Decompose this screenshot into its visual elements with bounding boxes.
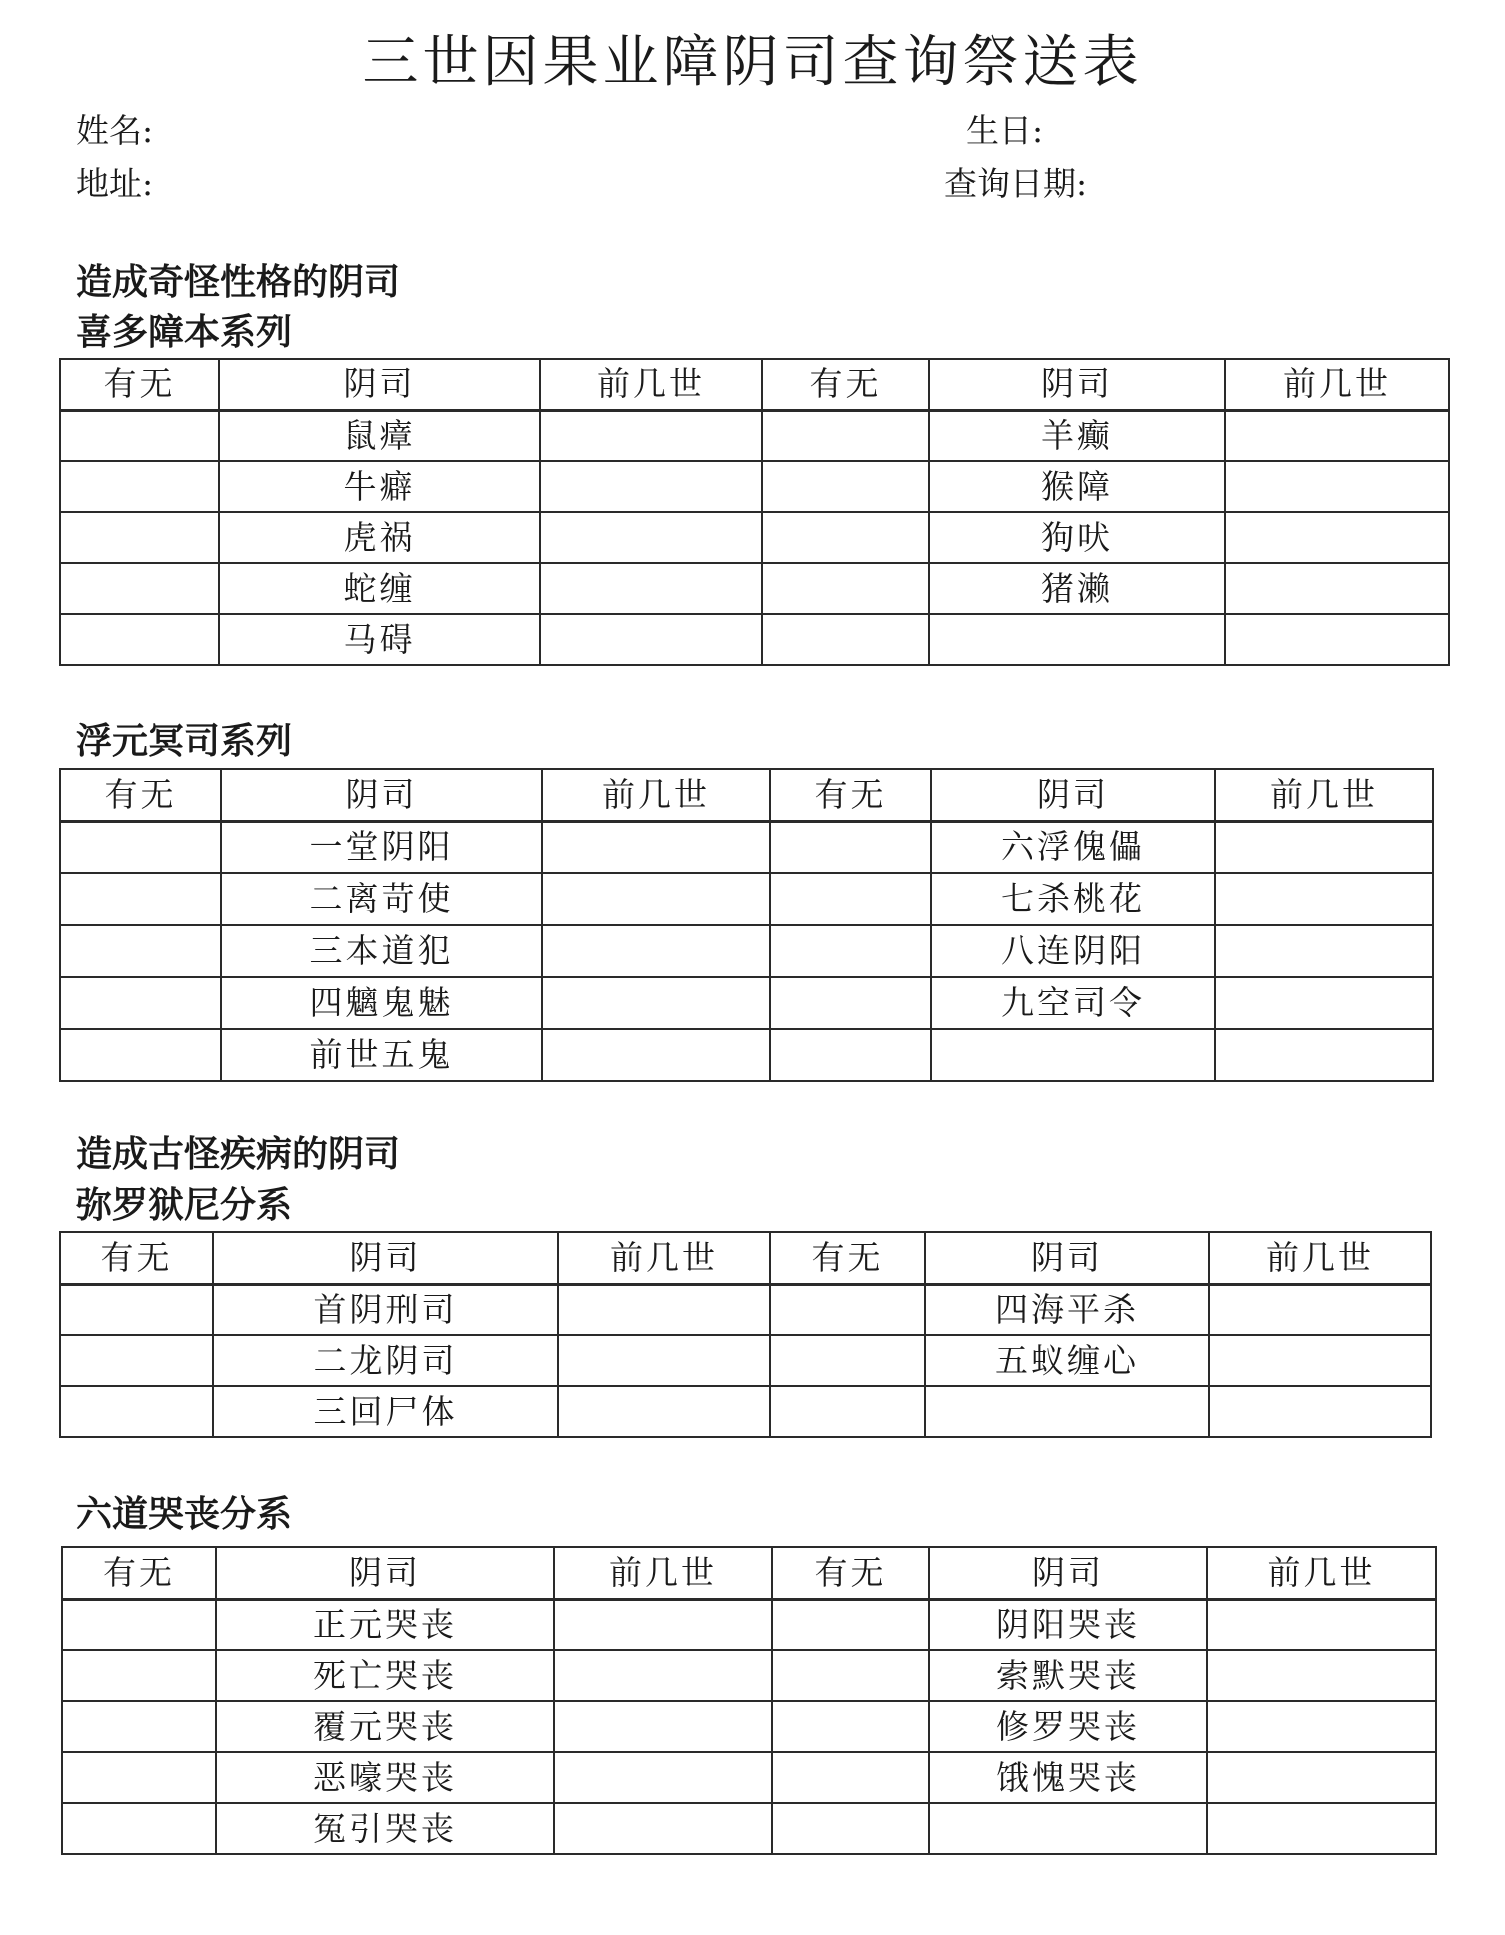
past-life-cell[interactable] xyxy=(1225,614,1449,665)
presence-cell[interactable] xyxy=(62,1701,216,1752)
column-header-past-life: 前几世 xyxy=(1215,769,1433,821)
past-life-cell[interactable] xyxy=(554,1650,772,1701)
presence-cell[interactable] xyxy=(772,1701,929,1752)
netherworld-name xyxy=(929,614,1225,665)
past-life-cell[interactable] xyxy=(1209,1386,1431,1437)
presence-cell[interactable] xyxy=(762,563,929,614)
series-heading: 浮元冥司系列 xyxy=(76,721,293,762)
series-heading: 弥罗狱尼分系 xyxy=(76,1185,293,1226)
netherworld-name: 修罗哭丧 xyxy=(929,1701,1207,1752)
netherworld-name: 四魑鬼魅 xyxy=(221,977,542,1029)
column-header-netherworld: 阴司 xyxy=(929,359,1225,410)
column-header-netherworld: 阴司 xyxy=(931,769,1215,821)
past-life-cell[interactable] xyxy=(1207,1701,1436,1752)
past-life-cell[interactable] xyxy=(1207,1599,1436,1650)
netherworld-name: 六浮傀儡 xyxy=(931,821,1215,873)
past-life-cell[interactable] xyxy=(540,512,762,563)
netherworld-name: 正元哭丧 xyxy=(216,1599,554,1650)
column-header-netherworld: 阴司 xyxy=(221,769,542,821)
page-title: 三世因果业障阴司查询祭送表 xyxy=(362,30,1143,95)
netherworld-name: 八连阴阳 xyxy=(931,925,1215,977)
netherworld-name: 鼠瘴 xyxy=(219,410,540,461)
past-life-cell[interactable] xyxy=(540,410,762,461)
column-header-presence: 有无 xyxy=(60,1232,213,1284)
column-header-past-life: 前几世 xyxy=(1207,1547,1436,1599)
presence-cell[interactable] xyxy=(772,1752,929,1803)
presence-cell[interactable] xyxy=(770,1386,925,1437)
presence-cell[interactable] xyxy=(62,1803,216,1854)
presence-cell[interactable] xyxy=(62,1599,216,1650)
presence-cell[interactable] xyxy=(60,1386,213,1437)
presence-cell[interactable] xyxy=(60,925,221,977)
past-life-cell[interactable] xyxy=(1215,925,1433,977)
past-life-cell[interactable] xyxy=(542,925,770,977)
presence-cell[interactable] xyxy=(770,1284,925,1335)
presence-cell[interactable] xyxy=(60,512,219,563)
table-row xyxy=(60,977,1433,1029)
presence-cell[interactable] xyxy=(772,1650,929,1701)
presence-cell[interactable] xyxy=(60,873,221,925)
category-heading-personality: 造成奇怪性格的阴司 xyxy=(76,262,401,303)
past-life-cell[interactable] xyxy=(540,461,762,512)
netherworld-name: 三回尸体 xyxy=(213,1386,558,1437)
presence-cell[interactable] xyxy=(60,614,219,665)
birthday-label: 生日: xyxy=(966,111,1044,150)
table-row xyxy=(60,821,1433,873)
netherworld-name xyxy=(929,1803,1207,1854)
column-header-presence: 有无 xyxy=(62,1547,216,1599)
netherworld-name: 七杀桃花 xyxy=(931,873,1215,925)
query-date-label: 查询日期: xyxy=(944,164,1088,203)
presence-cell[interactable] xyxy=(60,1284,213,1335)
past-life-cell[interactable] xyxy=(542,1029,770,1081)
netherworld-name: 蛇缠 xyxy=(219,563,540,614)
netherworld-name: 牛癖 xyxy=(219,461,540,512)
presence-cell[interactable] xyxy=(762,410,929,461)
past-life-cell[interactable] xyxy=(1225,563,1449,614)
past-life-cell[interactable] xyxy=(1209,1335,1431,1386)
presence-cell[interactable] xyxy=(762,614,929,665)
past-life-cell[interactable] xyxy=(558,1284,770,1335)
netherworld-name: 前世五鬼 xyxy=(221,1029,542,1081)
column-header-past-life: 前几世 xyxy=(540,359,762,410)
presence-cell[interactable] xyxy=(60,977,221,1029)
past-life-cell[interactable] xyxy=(554,1752,772,1803)
series-heading: 喜多障本系列 xyxy=(76,312,293,353)
past-life-cell[interactable] xyxy=(554,1701,772,1752)
table-row xyxy=(60,1335,1431,1386)
presence-cell[interactable] xyxy=(60,1335,213,1386)
netherworld-table xyxy=(61,1546,1437,1855)
column-header-presence: 有无 xyxy=(60,769,221,821)
column-header-past-life: 前几世 xyxy=(542,769,770,821)
presence-cell[interactable] xyxy=(60,461,219,512)
table-row xyxy=(60,925,1433,977)
netherworld-name: 冤引哭丧 xyxy=(216,1803,554,1854)
past-life-cell[interactable] xyxy=(1207,1752,1436,1803)
netherworld-name: 虎祸 xyxy=(219,512,540,563)
past-life-cell[interactable] xyxy=(540,563,762,614)
table-row xyxy=(62,1752,1436,1803)
netherworld-name: 恶嚎哭丧 xyxy=(216,1752,554,1803)
column-header-past-life: 前几世 xyxy=(1225,359,1449,410)
table-row xyxy=(60,873,1433,925)
past-life-cell[interactable] xyxy=(1215,977,1433,1029)
past-life-cell[interactable] xyxy=(1209,1284,1431,1335)
past-life-cell[interactable] xyxy=(1207,1650,1436,1701)
column-header-past-life: 前几世 xyxy=(1209,1232,1431,1284)
netherworld-name: 五蚁缠心 xyxy=(925,1335,1209,1386)
presence-cell[interactable] xyxy=(770,1029,931,1081)
past-life-cell[interactable] xyxy=(1215,873,1433,925)
netherworld-name: 二龙阴司 xyxy=(213,1335,558,1386)
netherworld-name: 猴障 xyxy=(929,461,1225,512)
netherworld-name: 羊癫 xyxy=(929,410,1225,461)
address-label: 地址: xyxy=(76,164,154,203)
past-life-cell[interactable] xyxy=(540,614,762,665)
table-row xyxy=(60,1386,1431,1437)
table-row xyxy=(60,410,1449,461)
table-row xyxy=(62,1701,1436,1752)
past-life-cell[interactable] xyxy=(558,1386,770,1437)
presence-cell[interactable] xyxy=(772,1803,929,1854)
netherworld-table xyxy=(59,1231,1432,1438)
netherworld-name: 马碍 xyxy=(219,614,540,665)
past-life-cell[interactable] xyxy=(542,873,770,925)
netherworld-name: 阴阳哭丧 xyxy=(929,1599,1207,1650)
category-heading-illness: 造成古怪疾病的阴司 xyxy=(76,1134,401,1175)
presence-cell[interactable] xyxy=(60,821,221,873)
table-row xyxy=(60,563,1449,614)
table-row xyxy=(62,1650,1436,1701)
column-header-netherworld: 阴司 xyxy=(929,1547,1207,1599)
presence-cell[interactable] xyxy=(60,410,219,461)
netherworld-name xyxy=(931,1029,1215,1081)
netherworld-name: 九空司令 xyxy=(931,977,1215,1029)
past-life-cell[interactable] xyxy=(542,977,770,1029)
netherworld-name: 饿愧哭丧 xyxy=(929,1752,1207,1803)
past-life-cell[interactable] xyxy=(1225,512,1449,563)
netherworld-name xyxy=(925,1386,1209,1437)
netherworld-name: 四海平杀 xyxy=(925,1284,1209,1335)
table-row xyxy=(60,614,1449,665)
table-row xyxy=(60,1029,1433,1081)
presence-cell[interactable] xyxy=(762,512,929,563)
table-row xyxy=(60,461,1449,512)
netherworld-name: 二离苛使 xyxy=(221,873,542,925)
name-label: 姓名: xyxy=(76,111,154,150)
past-life-cell[interactable] xyxy=(1215,821,1433,873)
netherworld-table xyxy=(59,768,1434,1082)
past-life-cell[interactable] xyxy=(1215,1029,1433,1081)
past-life-cell[interactable] xyxy=(1207,1803,1436,1854)
past-life-cell[interactable] xyxy=(1225,461,1449,512)
presence-cell[interactable] xyxy=(770,977,931,1029)
past-life-cell[interactable] xyxy=(554,1803,772,1854)
netherworld-name: 索默哭丧 xyxy=(929,1650,1207,1701)
series-heading: 六道哭丧分系 xyxy=(76,1494,293,1535)
netherworld-name: 首阴刑司 xyxy=(213,1284,558,1335)
netherworld-table xyxy=(59,358,1450,666)
column-header-netherworld: 阴司 xyxy=(213,1232,558,1284)
column-header-past-life: 前几世 xyxy=(554,1547,772,1599)
past-life-cell[interactable] xyxy=(542,821,770,873)
column-header-presence: 有无 xyxy=(762,359,929,410)
column-header-netherworld: 阴司 xyxy=(216,1547,554,1599)
netherworld-name: 猪濑 xyxy=(929,563,1225,614)
column-header-netherworld: 阴司 xyxy=(925,1232,1209,1284)
presence-cell[interactable] xyxy=(60,563,219,614)
past-life-cell[interactable] xyxy=(554,1599,772,1650)
presence-cell[interactable] xyxy=(770,1335,925,1386)
presence-cell[interactable] xyxy=(62,1650,216,1701)
column-header-presence: 有无 xyxy=(60,359,219,410)
presence-cell[interactable] xyxy=(762,461,929,512)
presence-cell[interactable] xyxy=(62,1752,216,1803)
netherworld-name: 覆元哭丧 xyxy=(216,1701,554,1752)
presence-cell[interactable] xyxy=(770,925,931,977)
netherworld-name: 狗吠 xyxy=(929,512,1225,563)
presence-cell[interactable] xyxy=(770,821,931,873)
column-header-presence: 有无 xyxy=(770,1232,925,1284)
column-header-netherworld: 阴司 xyxy=(219,359,540,410)
column-header-presence: 有无 xyxy=(770,769,931,821)
table-row xyxy=(62,1599,1436,1650)
netherworld-name: 三本道犯 xyxy=(221,925,542,977)
presence-cell[interactable] xyxy=(770,873,931,925)
netherworld-name: 死亡哭丧 xyxy=(216,1650,554,1701)
past-life-cell[interactable] xyxy=(558,1335,770,1386)
table-row xyxy=(60,512,1449,563)
netherworld-name: 一堂阴阳 xyxy=(221,821,542,873)
table-row xyxy=(60,1284,1431,1335)
past-life-cell[interactable] xyxy=(1225,410,1449,461)
table-row xyxy=(62,1803,1436,1854)
presence-cell[interactable] xyxy=(772,1599,929,1650)
column-header-presence: 有无 xyxy=(772,1547,929,1599)
presence-cell[interactable] xyxy=(60,1029,221,1081)
column-header-past-life: 前几世 xyxy=(558,1232,770,1284)
